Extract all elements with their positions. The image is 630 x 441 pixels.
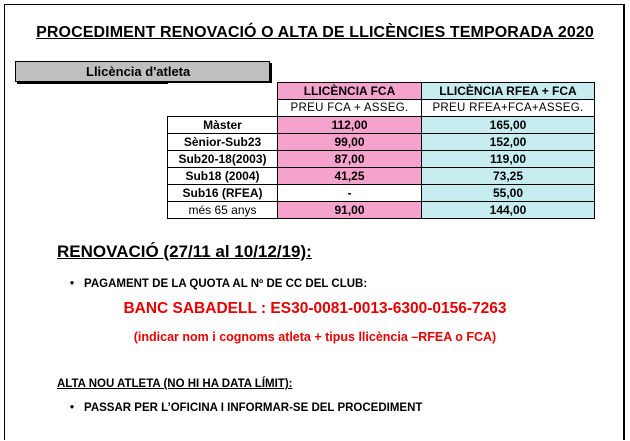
- row-label: Màster: [168, 117, 278, 134]
- row-label: Sub16 (RFEA): [168, 185, 278, 202]
- bank-account: BANC SABADELL : ES30-0081-0013-6300-0156-7263: [123, 300, 507, 317]
- section-label: Llicència d'atleta: [86, 64, 191, 79]
- table-row: [168, 117, 595, 134]
- subheader-rfea: PREU RFEA+FCA+ASSEG.: [422, 100, 595, 117]
- section-label-box: [15, 61, 270, 82]
- row-label: més 65 anys: [168, 202, 278, 219]
- table-row: [168, 134, 595, 151]
- price-rfea: 165,00: [422, 117, 595, 134]
- price-fca: 41,25: [278, 168, 422, 185]
- alta-bullet: [70, 402, 423, 414]
- renovacio-bullet-text: PAGAMENT DE LA QUOTA AL Nº DE CC DEL CLUB:: [84, 278, 368, 290]
- table-row: [168, 151, 595, 168]
- row-label: Sub18 (2004): [168, 168, 278, 185]
- price-fca: 87,00: [278, 151, 422, 168]
- header-fca: LLICÈNCIA FCA: [278, 83, 422, 100]
- price-fca: 99,00: [278, 134, 422, 151]
- table-corner: [168, 100, 278, 117]
- table-row: [168, 202, 595, 219]
- alta-bullet-text: PASSAR PER L’OFICINA I INFORMAR-SE DEL PROCEDIMENT: [84, 402, 423, 414]
- bullet-icon: •: [70, 278, 75, 290]
- header-rfea: LLICÈNCIA RFEA + FCA: [422, 83, 595, 100]
- renovacio-heading: RENOVACIÓ (27/11 al 10/12/19):: [57, 242, 312, 261]
- price-table: [167, 82, 595, 219]
- price-rfea: 152,00: [422, 134, 595, 151]
- row-label: Sènior-Sub23: [168, 134, 278, 151]
- bank-note: (indicar nom i cognoms atleta + tipus llicència –RFEA o FCA): [133, 330, 497, 344]
- bullet-icon: •: [70, 402, 75, 414]
- price-rfea: 144,00: [422, 202, 595, 219]
- price-rfea: 73,25: [422, 168, 595, 185]
- alta-heading: ALTA NOU ATLETA (NO HI HA DATA LÍMIT):: [57, 378, 293, 390]
- subheader-fca: PREU FCA + ASSEG.: [278, 100, 422, 117]
- table-corner: [168, 83, 278, 100]
- renovacio-bullet: [70, 278, 368, 290]
- price-rfea: 55,00: [422, 185, 595, 202]
- price-fca: 91,00: [278, 202, 422, 219]
- price-fca: -: [278, 185, 422, 202]
- table-row: [168, 168, 595, 185]
- price-fca: 112,00: [278, 117, 422, 134]
- table-row: [168, 185, 595, 202]
- page-title: PROCEDIMENT RENOVACIÓ O ALTA DE LLICÈNCIES TEMPORADA 2020: [36, 24, 594, 41]
- row-label: Sub20-18(2003): [168, 151, 278, 168]
- price-rfea: 119,00: [422, 151, 595, 168]
